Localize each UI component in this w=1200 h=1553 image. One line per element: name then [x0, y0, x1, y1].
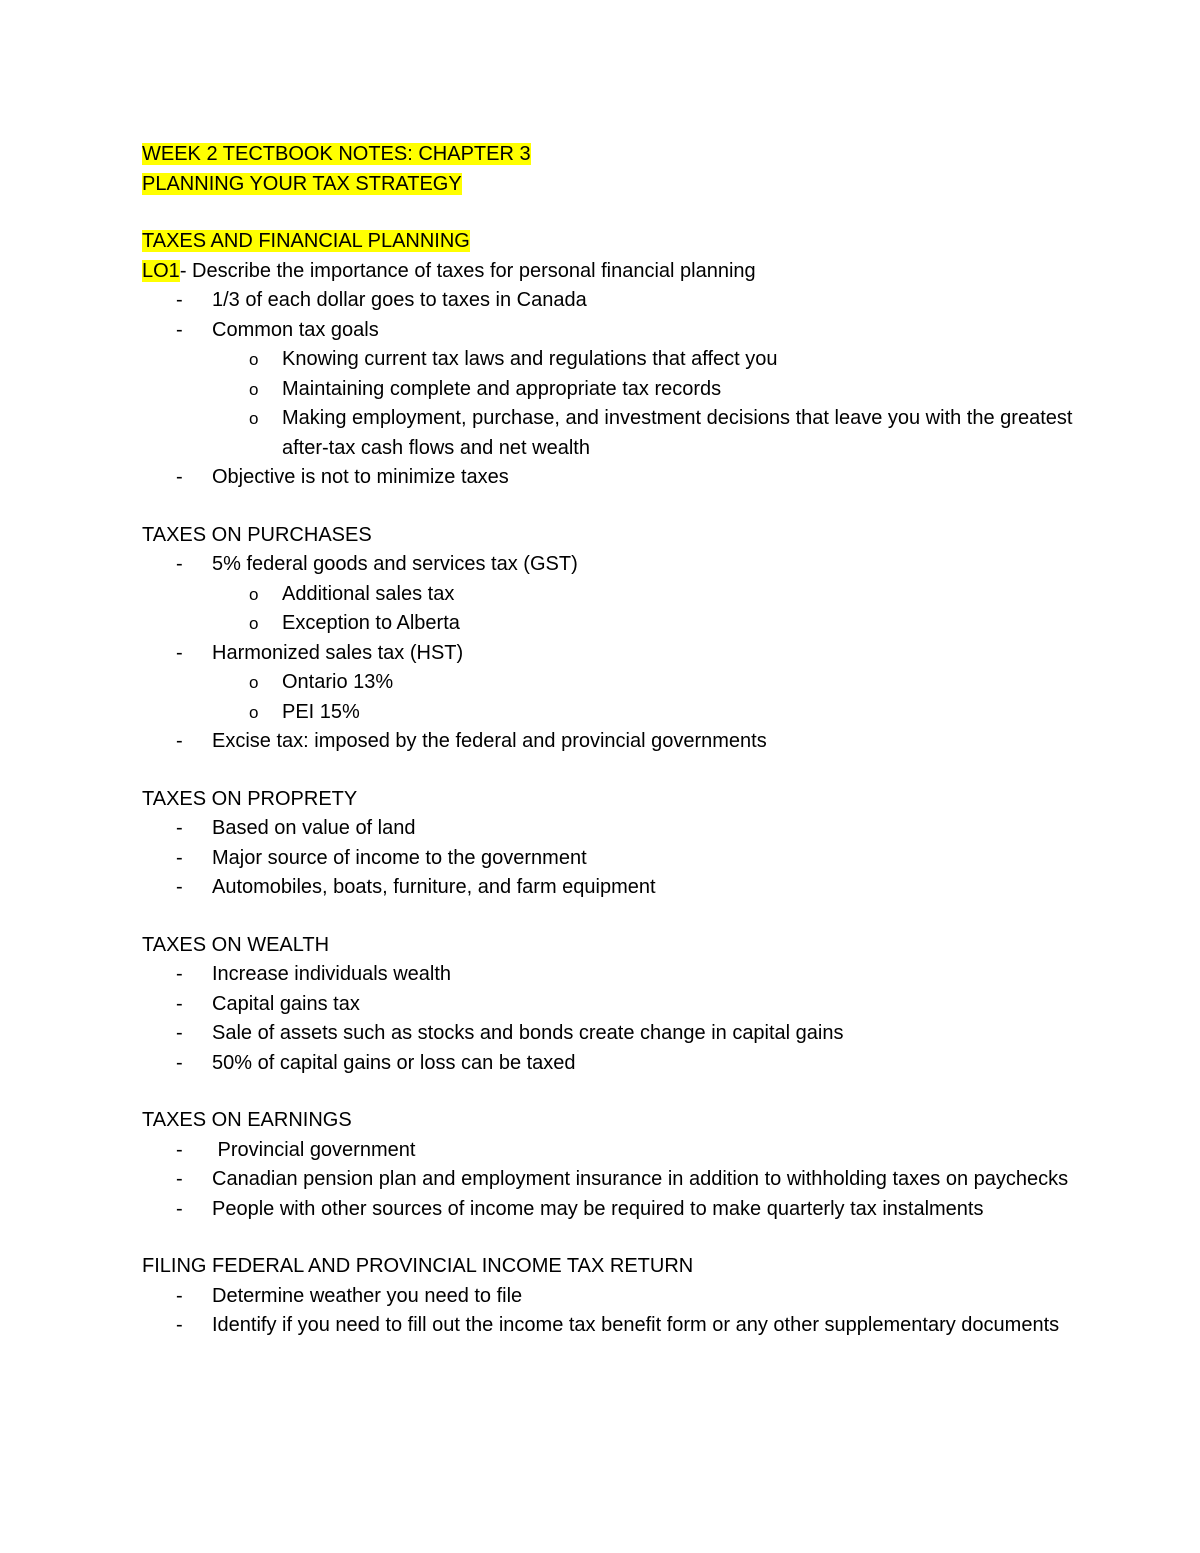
dash-marker: -: [176, 1022, 183, 1044]
dash-marker: -: [176, 817, 183, 839]
list-item: [142, 1049, 1100, 1079]
list-item-text: 5% federal goods and services tax (GST): [212, 553, 578, 575]
dash-marker: -: [176, 846, 183, 869]
dash-marker: -: [176, 289, 183, 311]
dash-marker: -: [176, 992, 183, 1015]
circle-marker: o: [249, 350, 259, 369]
dash-marker: -: [176, 1168, 183, 1190]
list-item: [142, 1165, 1100, 1195]
list-item: [142, 960, 1100, 990]
list-item-text: Objective is not to minimize taxes: [212, 466, 509, 488]
list-item: [142, 316, 1100, 346]
list-item-text: Major source of income to the government: [212, 846, 587, 869]
sub-list-item-text: Maintaining complete and appropriate tax records: [282, 377, 722, 400]
section-heading: TAXES ON PURCHASES: [142, 523, 372, 546]
list-item: [142, 1019, 1100, 1049]
lo-text: - Describe the importance of taxes for personal financial planning: [179, 259, 756, 282]
sub-list-item-text: Ontario 13%: [282, 671, 394, 693]
sub-list-item-text: Knowing current tax laws and regulations that affect you: [282, 348, 778, 370]
list-item: [142, 1195, 1100, 1225]
circle-marker: o: [249, 702, 259, 722]
list-item: [142, 1282, 1100, 1312]
title-line-2: [142, 170, 1100, 200]
section-heading: TAXES ON WEALTH: [142, 933, 330, 956]
spacer: [142, 199, 1100, 227]
section-heading: TAXES ON PROPRETY: [142, 787, 358, 810]
list-item: [142, 844, 1100, 874]
dash-marker: -: [176, 553, 183, 575]
lo-label: LO1: [142, 259, 180, 282]
dash-marker: -: [176, 1051, 183, 1074]
list-item-text: Increase individuals wealth: [212, 963, 452, 985]
list-item: [142, 550, 1100, 580]
spacer: [142, 493, 1100, 521]
list-item: [142, 990, 1100, 1020]
dash-marker: -: [176, 1138, 183, 1161]
list-item: [142, 286, 1100, 316]
sub-list-item: [142, 404, 1100, 463]
dash-marker: -: [176, 963, 183, 985]
list-item-text: Capital gains tax: [212, 992, 360, 1015]
dash-marker: -: [176, 730, 183, 752]
list-item-text: Canadian pension plan and employment insurance in addition to withholding taxes on paychecks: [212, 1168, 1069, 1190]
title-line-1: [142, 140, 1100, 170]
spacer: [142, 1224, 1100, 1252]
list-item: [142, 639, 1100, 669]
list-item: [142, 727, 1100, 757]
list-item-text: Determine weather you need to file: [212, 1284, 523, 1307]
list-item-text: Based on value of land: [212, 817, 416, 839]
dash-marker: -: [176, 641, 183, 664]
dash-marker: -: [176, 1284, 183, 1307]
circle-marker: o: [249, 379, 259, 399]
list-item-text: Provincial government: [212, 1138, 416, 1161]
list-item-text: Identify if you need to fill out the income tax benefit form or any other supplementary documents: [212, 1314, 1060, 1336]
list-item: [142, 814, 1100, 844]
list-item-text: Harmonized sales tax (HST): [212, 641, 464, 664]
circle-marker: o: [249, 673, 259, 692]
list-item-text: Automobiles, boats, furniture, and farm equipment: [212, 876, 656, 898]
list-item-text: Sale of assets such as stocks and bonds create change in capital gains: [212, 1022, 844, 1044]
sub-list-item-text: PEI 15%: [282, 700, 360, 723]
section-heading-highlight: TAXES AND FINANCIAL PLANNING: [142, 230, 470, 252]
spacer: [142, 757, 1100, 785]
dash-marker: -: [176, 318, 183, 341]
title-highlight-1: WEEK 2 TECTBOOK NOTES: CHAPTER 3: [142, 143, 531, 165]
circle-marker: o: [249, 584, 259, 604]
list-item-text: 1/3 of each dollar goes to taxes in Canada: [212, 289, 587, 311]
dash-marker: -: [176, 876, 183, 898]
list-item-text: People with other sources of income may be required to make quarterly tax instalments: [212, 1197, 984, 1220]
section-heading: [142, 227, 1100, 257]
learning-objective: [142, 257, 1100, 287]
list-item-text: Excise tax: imposed by the federal and provincial governments: [212, 730, 767, 752]
list-item: [142, 1311, 1100, 1341]
sub-list-item-text: Making employment, purchase, and investment decisions that leave you with the greatest after-tax cash flows and net wealth: [282, 407, 1073, 459]
section-heading: TAXES ON EARNINGS: [142, 1109, 352, 1131]
sub-list-item: [142, 375, 1100, 405]
list-item-text: 50% of capital gains or loss can be taxed: [212, 1051, 576, 1074]
sub-list-item: [142, 668, 1100, 698]
list-item: [142, 873, 1100, 903]
sub-list-item: [142, 580, 1100, 610]
spacer: [142, 903, 1100, 931]
circle-marker: o: [249, 614, 259, 633]
sub-list-item: [142, 698, 1100, 728]
circle-marker: o: [249, 409, 259, 428]
list-item: [142, 1136, 1100, 1166]
sub-list-item-text: Exception to Alberta: [282, 612, 460, 634]
dash-marker: -: [176, 466, 183, 488]
title-highlight-2: PLANNING YOUR TAX STRATEGY: [142, 172, 462, 195]
list-item-text: Common tax goals: [212, 318, 379, 341]
section-heading: FILING FEDERAL AND PROVINCIAL INCOME TAX RETURN: [142, 1255, 694, 1277]
sub-list-item: [142, 345, 1100, 375]
list-item: [142, 463, 1100, 493]
spacer: [142, 1078, 1100, 1106]
sub-list-item: [142, 609, 1100, 639]
dash-marker: -: [176, 1314, 183, 1336]
dash-marker: -: [176, 1197, 183, 1220]
sub-list-item-text: Additional sales tax: [282, 582, 455, 605]
